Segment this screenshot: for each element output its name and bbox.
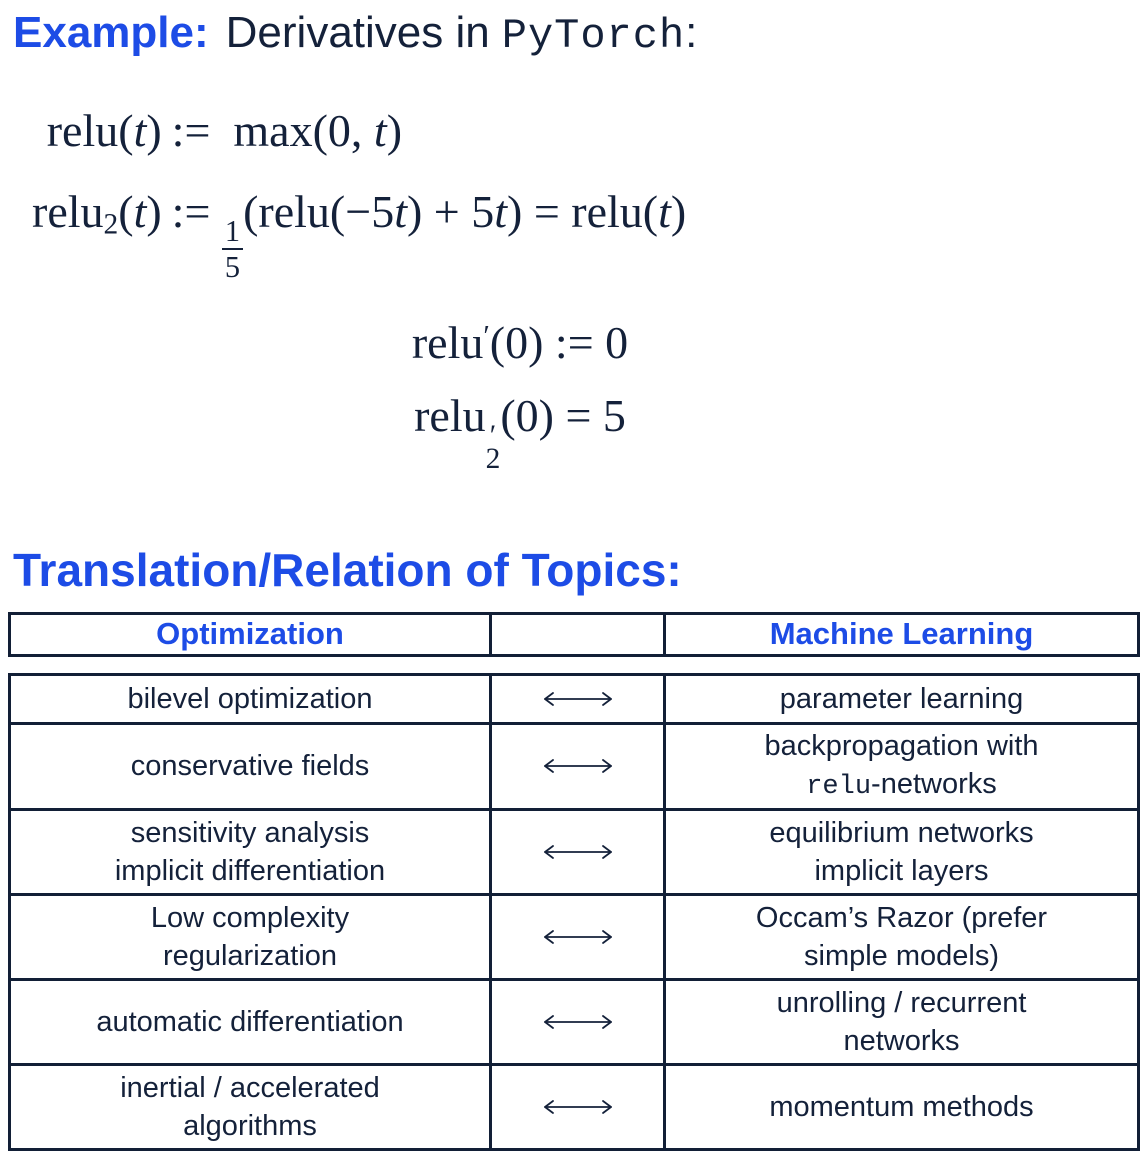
math-text: :=: [171, 186, 222, 237]
math-text: (relu(−5: [243, 186, 395, 237]
page-title: [0, 0, 1148, 60]
machine-learning-cell: [663, 981, 1137, 1063]
math-text: t: [133, 186, 147, 237]
optimization-cell: [11, 981, 489, 1063]
table-row: [11, 1063, 1137, 1148]
math-text: relu: [411, 316, 484, 368]
cell-line: equilibrium networks: [769, 816, 1034, 849]
topics-table-body: [8, 673, 1140, 1151]
column-header-middle: [489, 615, 663, 654]
equation-relu2-def-lhs: [32, 185, 162, 241]
machine-learning-cell: [663, 896, 1137, 978]
math-text: t: [373, 105, 387, 156]
machine-learning-cell: [663, 1066, 1137, 1148]
cell-line: sensitivity analysis: [130, 816, 370, 849]
code-text: relu: [806, 771, 872, 802]
plain-text: -networks: [871, 767, 997, 800]
equation-relu-derivative: [0, 316, 1040, 369]
math-text: (0) = 5: [500, 389, 626, 441]
left-right-arrow-icon: [541, 689, 615, 709]
cell-line: algorithms: [183, 1109, 317, 1142]
column-header-machine-learning: Machine Learning: [663, 615, 1137, 654]
equation-relu-def-lhs: [47, 104, 162, 157]
math-text: t: [494, 186, 508, 237]
relation-arrow-cell: [489, 1066, 663, 1148]
machine-learning-cell: [663, 676, 1137, 722]
table-row: [11, 978, 1137, 1063]
cell-line: unrolling / recurrent: [776, 986, 1027, 1019]
optimization-cell: [11, 676, 489, 722]
cell-line: momentum methods: [769, 1090, 1034, 1123]
table-row: [11, 722, 1137, 808]
topics-table-header: [8, 612, 1140, 657]
math-text: := max(0,: [171, 105, 374, 156]
title-keyword: Example:: [13, 8, 209, 57]
column-header-optimization: Optimization: [156, 616, 344, 652]
math-text: t: [658, 186, 671, 237]
cell-line: networks: [843, 1024, 960, 1057]
optimization-cell: [11, 896, 489, 978]
cell-line: parameter learning: [779, 682, 1024, 715]
math-text: 2: [103, 208, 119, 241]
math-text: t: [133, 105, 147, 156]
left-right-arrow-icon: [541, 842, 615, 862]
cell-line: backpropagation with: [764, 729, 1039, 762]
math-text: ): [146, 105, 162, 156]
equation-relu-def-rhs: [172, 104, 687, 157]
math-text: ) = relu(: [507, 186, 659, 237]
optimization-cell: [11, 725, 489, 808]
cell-line: [806, 765, 997, 806]
relation-arrow-cell: [489, 725, 663, 808]
math-text: relu(: [46, 105, 134, 156]
cell-line: simple models): [804, 939, 999, 972]
centered-equations: [0, 316, 1040, 476]
math-text: (0) := 0: [489, 316, 629, 368]
math-text: t: [394, 186, 407, 237]
fraction: $\frac{1}{5}$: [222, 214, 243, 284]
section-title: Translation/Relation of Topics:: [13, 543, 682, 596]
machine-learning-cell: [663, 725, 1137, 808]
title-code: PyTorch: [501, 12, 686, 60]
cell-line: bilevel optimization: [127, 682, 373, 715]
left-right-arrow-icon: [541, 927, 615, 947]
cell-line: Occam’s Razor (prefer: [755, 901, 1048, 934]
relation-arrow-cell: [489, 676, 663, 722]
cell-line: automatic differentiation: [96, 1005, 404, 1038]
title-colon: :: [685, 8, 698, 57]
left-right-arrow-icon: [541, 1097, 615, 1117]
math-text: ): [146, 186, 162, 237]
relation-arrow-cell: [489, 811, 663, 893]
cell-line: regularization: [162, 939, 338, 972]
cell-line: Low complexity: [150, 901, 350, 934]
equation-relu2-derivative: [0, 389, 1040, 476]
math-text: ) + 5: [406, 186, 495, 237]
cell-line: inertial / accelerated: [120, 1071, 380, 1104]
sub-sup-stack: ′ 2: [485, 420, 501, 476]
math-text: relu: [414, 389, 486, 441]
relation-arrow-cell: [489, 981, 663, 1063]
math-text: ): [386, 105, 403, 156]
table-row: [11, 893, 1137, 978]
math-text: (: [118, 186, 134, 237]
optimization-cell: [11, 811, 489, 893]
aligned-equations: [32, 104, 1148, 284]
math-text: ): [670, 186, 687, 237]
math-text: ′: [483, 320, 490, 353]
left-right-arrow-icon: [541, 1012, 615, 1032]
optimization-cell: [11, 1066, 489, 1148]
relation-arrow-cell: [489, 896, 663, 978]
cell-line: implicit differentiation: [114, 854, 386, 887]
math-text: relu: [32, 186, 104, 237]
equation-relu2-def-rhs: [172, 185, 687, 284]
title-text: Derivatives in: [225, 8, 490, 57]
cell-line: implicit layers: [814, 854, 989, 887]
table-row: [11, 808, 1137, 893]
table-row: [11, 676, 1137, 722]
cell-line: conservative fields: [130, 750, 370, 783]
machine-learning-cell: [663, 811, 1137, 893]
left-right-arrow-icon: [541, 756, 615, 776]
